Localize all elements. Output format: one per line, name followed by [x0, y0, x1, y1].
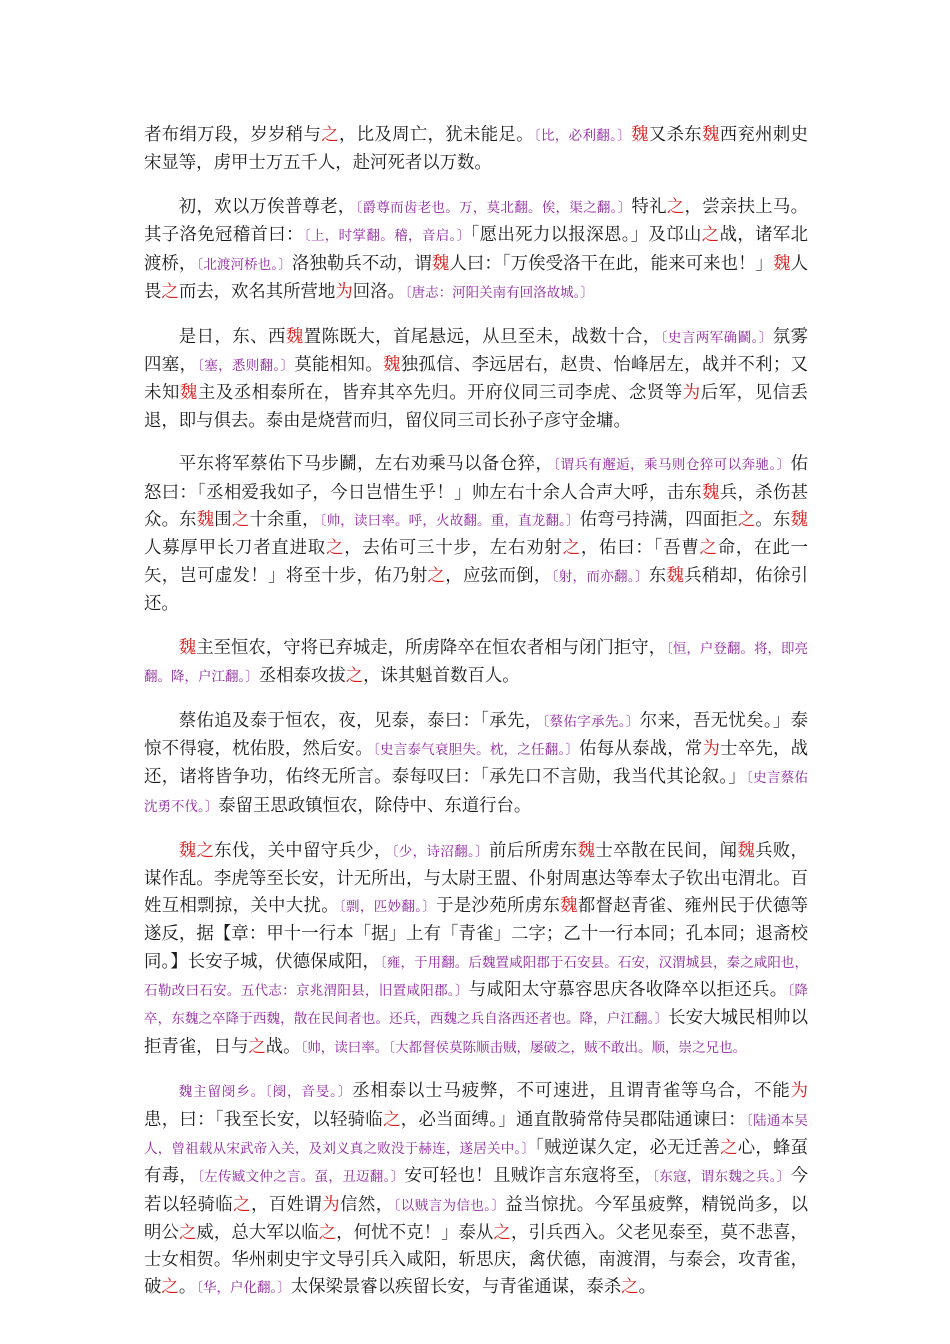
- annotation-note: 〔史言泰气衰胆失。枕，之任翻。〕: [373, 742, 580, 759]
- body-text: 围: [214, 510, 232, 531]
- keyword-highlight: 魏: [790, 510, 808, 531]
- keyword-highlight: 之: [737, 510, 756, 531]
- keyword-highlight: 之: [701, 225, 720, 246]
- body-text: 莫能相知。: [294, 355, 383, 376]
- keyword-highlight: 魏: [577, 840, 596, 861]
- keyword-highlight: 魏: [631, 125, 649, 145]
- annotation-note: 〔爵尊而齿老也。万，莫北翻。俟，渠之翻。〕: [355, 200, 632, 217]
- keyword-highlight: 之: [248, 1036, 266, 1057]
- keyword-highlight: 魏: [196, 510, 215, 531]
- body-text: 十余重，: [249, 510, 320, 531]
- body-text: 特礼: [631, 197, 667, 218]
- keyword-highlight: 魏: [178, 637, 197, 658]
- body-text: 佑怒曰：「丞相爱我如子，今日岂惜生乎！」帅左右十余人合声大呼，击东: [144, 454, 808, 503]
- annotation-note: 〔恒，户登翻。将，即亮翻。降，户江翻。〕: [144, 640, 808, 686]
- body-text: 战，诸军北渡桥，: [144, 225, 808, 274]
- keyword-highlight: 魏: [701, 125, 720, 145]
- keyword-highlight: 魏: [179, 383, 198, 404]
- keyword-highlight: 魏: [431, 253, 450, 274]
- body-text: 。: [178, 1277, 197, 1298]
- body-text: 安可轻也！且贼诈言东寇将至，: [404, 1166, 653, 1187]
- keyword-highlight: 之: [318, 1222, 337, 1243]
- annotation-note: 〔射，而亦翻。〕: [551, 568, 649, 585]
- body-text: 蔡佑追及泰于恒农，夜，见泰，泰曰：「承先，: [178, 710, 543, 731]
- annotation-note: 〔史言两军确鬬。〕: [660, 329, 773, 346]
- body-text: 又杀东: [648, 125, 702, 145]
- keyword-highlight: 魏: [382, 355, 401, 376]
- body-text: 者布绢万段，岁岁稍与: [144, 125, 322, 145]
- annotation-note: 〔帅，读曰率。呼，火故翻。重，直龙翻。〕: [319, 513, 580, 530]
- annotation-note: 〔唐志：河阳关南有回洛故城。〕: [404, 284, 594, 301]
- paragraph-3: [144, 324, 808, 435]
- body-text: 平东将军蔡佑下马步鬬，左右劝乘马以备仓猝，: [178, 454, 554, 475]
- paragraph-2: [144, 194, 808, 307]
- annotation-note: 〔少，诗沼翻。〕: [391, 843, 489, 860]
- body-text: 人曰：「万俟受洛干在此，能来可来也！」: [449, 253, 774, 274]
- keyword-highlight: 之: [427, 565, 446, 586]
- annotation-note: 〔史言蔡佑沈勇不伐。〕: [144, 770, 809, 815]
- body-text: 洛独勒兵不动，谓: [291, 253, 432, 274]
- annotation-note: 〔雍，于用翻。后魏置咸阳郡于石安县。石安，汉渭城县，秦之咸阳也，石勒改曰石安。五代志：京兆渭阳县，旧置咸阳郡。〕: [144, 954, 808, 1000]
- annotation-note: 〔左传臧文仲之言。虿，丑迈翻。〕: [197, 1169, 405, 1186]
- paragraph-5: [144, 635, 808, 692]
- annotation-note: 〔华，户化翻。〕: [196, 1280, 291, 1297]
- annotation-note: 〔谓兵有邂逅，乘马则仓猝可以奔驰。〕: [553, 457, 791, 474]
- body-text: 主及丞相泰所在，皆弃其卒先归。开府仪同三司李虎、念贤等: [197, 383, 683, 404]
- keyword-highlight: 之: [178, 1222, 197, 1243]
- paragraph-8: [144, 1078, 808, 1302]
- annotation-note: 魏主留阌乡。〔阌，音旻。〕: [178, 1084, 353, 1101]
- body-text: 。东: [755, 510, 791, 531]
- annotation-note: 〔帅，读曰率。〔大都督侯莫陈顺击贼，屡破之，贼不敢出。顺，崇之兄也。: [300, 1039, 747, 1056]
- annotation-note: 〔陆通本吴人，曾祖载从宋武帝入关，及刘义真之败没于赫连，遂居关中。〕: [144, 1112, 808, 1157]
- body-text: 信然，: [340, 1194, 394, 1215]
- body-text: ，应弦而倒，: [445, 565, 552, 586]
- body-text: 。: [638, 1277, 656, 1298]
- body-text: 兵败，谋作乱。李虎等至长安，计无所出，与太尉王盟、仆射周惠达等奉太子钦出屯渭北。百姓互相剽掠，关中大扰。: [144, 840, 808, 917]
- keyword-highlight: 之: [321, 125, 339, 145]
- annotation-note: 〔东寇，谓东魏之兵。〕: [652, 1169, 791, 1186]
- keyword-highlight: 为: [790, 1081, 808, 1102]
- keyword-highlight: 之: [326, 538, 345, 559]
- keyword-highlight: 为: [682, 383, 701, 404]
- body-text: 是日，东、西: [178, 326, 286, 347]
- keyword-highlight: 之: [666, 197, 685, 218]
- annotation-note: 〔塞，悉则翻。〕: [197, 358, 295, 375]
- body-text: 佑弯弓持满，四面拒: [579, 510, 738, 531]
- body-text: 丞相泰以士马疲弊，不可速进，且谓青雀等乌合，不能: [352, 1081, 791, 1102]
- body-text: 东伐，关中留守兵少，: [214, 840, 392, 861]
- keyword-highlight: 之: [621, 1277, 639, 1298]
- keyword-highlight: 魏: [560, 896, 578, 917]
- keyword-highlight: 为: [702, 739, 721, 760]
- body-text: 人募厚甲长刀者直进取: [144, 538, 327, 559]
- keyword-highlight: 之: [562, 538, 581, 559]
- annotation-note: 〔降卒，东魏之卒降于西魏，散在民间者也。还兵，西魏之兵自洛西还者也。降，户江翻。〕: [144, 983, 809, 1028]
- body-text: 尔来，吾无忧矣。」泰惊不得寝，枕佑股，然后安。: [144, 710, 808, 760]
- body-text: 回洛。: [352, 281, 405, 302]
- keyword-highlight: 魏: [178, 840, 197, 861]
- paragraph-7: [144, 838, 808, 1062]
- body-text: 都督赵青雀、雍州民于伏德等遂反，据【章：甲十一行本「据」上有「青雀」二字；乙十一行本同；孔本同；退斋校同。】长安子城，伏德保咸阳，: [144, 896, 808, 972]
- body-text: 兵，杀伤甚众。东: [144, 482, 808, 531]
- body-text: ，佑曰：「吾曹: [580, 538, 700, 559]
- body-text: 战。: [265, 1036, 301, 1057]
- annotation-note: 〔剽，匹妙翻。〕: [338, 899, 437, 916]
- body-text: 西兖州刺史宋显等，虏甲士万五千人，赴河死者以万数。: [144, 125, 808, 174]
- body-text: 前后所虏东: [488, 840, 578, 861]
- keyword-highlight: 魏: [737, 840, 756, 861]
- body-text: 「贼逆谋久定，必无迁善: [535, 1138, 721, 1158]
- keyword-highlight: 为: [322, 1194, 341, 1215]
- body-text: 患，曰：「我至长安，以轻骑临: [144, 1109, 384, 1130]
- body-text: ，尝亲扶上马。其子洛免冠稽首曰：: [144, 197, 808, 246]
- keyword-highlight: 之: [720, 1138, 738, 1158]
- annotation-note: 〔北渡河桥也。〕: [196, 256, 292, 273]
- keyword-highlight: 之: [196, 840, 215, 861]
- body-text: ，必当面缚。」通直散骑常侍吴郡陆通谏曰：: [400, 1109, 747, 1130]
- keyword-highlight: 之: [161, 281, 179, 302]
- keyword-highlight: 之: [345, 666, 364, 687]
- document-page: [144, 122, 809, 1298]
- body-text: 与咸阳太守慕容思庆各收降卒以拒还兵。: [468, 980, 788, 1001]
- keyword-highlight: 之: [231, 510, 250, 531]
- body-text: ，比及周亡，犹未能足。: [338, 125, 534, 145]
- body-text: 太保梁景睿以疾留长安，与青雀通谋，泰杀: [290, 1277, 622, 1298]
- body-text: ，去佑可三十步，左右劝射: [344, 538, 563, 559]
- body-text: 氛雾四塞，: [144, 326, 808, 376]
- annotation-note: 〔以贼言为信也。〕: [393, 1197, 506, 1214]
- keyword-highlight: 之: [233, 1194, 251, 1215]
- keyword-highlight: 之: [493, 1222, 511, 1243]
- body-text: 益当惊扰。今军虽疲弊，精锐尚多，以明公: [144, 1194, 808, 1243]
- body-text: 命，在此一矢，岂可虚发！」将至十步，佑乃射: [144, 538, 808, 586]
- body-text: ，何忧不克！」泰从: [336, 1222, 494, 1243]
- paragraph-1: [144, 122, 808, 178]
- body-text: 初，欢以万俟普尊老，: [178, 197, 356, 218]
- body-text: 后军，见信丢退，即与俱去。泰由是烧营而归，留仪同三司长孙子彦守金墉。: [144, 383, 808, 431]
- body-text: 于是沙苑所虏东: [436, 896, 561, 917]
- body-text: 兵稍却，佑徐引还。: [144, 565, 808, 614]
- body-text: 东: [648, 565, 667, 586]
- paragraph-4: [144, 451, 808, 618]
- keyword-highlight: 魏: [285, 326, 304, 347]
- body-text: ，引兵西入。父老见泰至，莫不悲喜，士女相贺。华州刺史宇文导引兵入咸阳，斩思庆，禽伏德，南渡渭，与泰会，攻青雀，破: [144, 1222, 808, 1298]
- body-text: 丞相泰攻拔: [258, 666, 346, 687]
- body-text: 长安大城民相帅以拒青雀，日与: [144, 1008, 808, 1057]
- body-text: 威，总大军以临: [196, 1222, 319, 1243]
- body-text: 人畏: [144, 253, 808, 302]
- body-text: 士卒散在民间，闻: [595, 840, 738, 861]
- body-text: 而去，欢名其所营地: [178, 281, 336, 302]
- keyword-highlight: 魏: [702, 482, 720, 503]
- annotation-note: 〔蔡佑字承先。〕: [542, 713, 640, 730]
- keyword-highlight: 之: [161, 1277, 179, 1298]
- body-text: 今若以轻骑临: [144, 1166, 808, 1215]
- keyword-highlight: 之: [699, 538, 718, 559]
- paragraph-6: [144, 708, 808, 821]
- keyword-highlight: 为: [335, 281, 353, 302]
- annotation-note: 〔比，必利翻。〕: [533, 128, 632, 144]
- body-text: 佑每从泰战，常: [579, 739, 703, 760]
- body-text: 独孤信、李远居右，赵贵、怡峰居左，战并不利；又未知: [144, 355, 808, 404]
- body-text: 泰留王思政镇恒农，除侍中、东道行台。: [218, 795, 532, 816]
- keyword-highlight: 之: [383, 1109, 401, 1130]
- body-text: 心，蜂虿有毒，: [144, 1138, 808, 1187]
- body-text: 「愿出死力以报深恩。」及邙山: [470, 225, 702, 246]
- keyword-highlight: 魏: [773, 253, 791, 274]
- body-text: 士卒先，战还，诸将皆争功，佑终无所言。泰每叹曰：「承先口不言勋，我当代其论叙。」: [144, 739, 808, 788]
- body-text: ，诛其魁首数百人。: [363, 666, 520, 687]
- annotation-note: 〔上，时掌翻。稽，音启。〕: [303, 228, 471, 245]
- keyword-highlight: 魏: [666, 565, 685, 586]
- body-text: 置陈既大，首尾悬远，从旦至未，战数十合，: [303, 326, 661, 347]
- body-text: ，百姓谓: [250, 1194, 323, 1215]
- body-text: 主至恒农，守将已弃城走，所虏降卒在恒农者相与闭门拒守，: [196, 637, 667, 658]
